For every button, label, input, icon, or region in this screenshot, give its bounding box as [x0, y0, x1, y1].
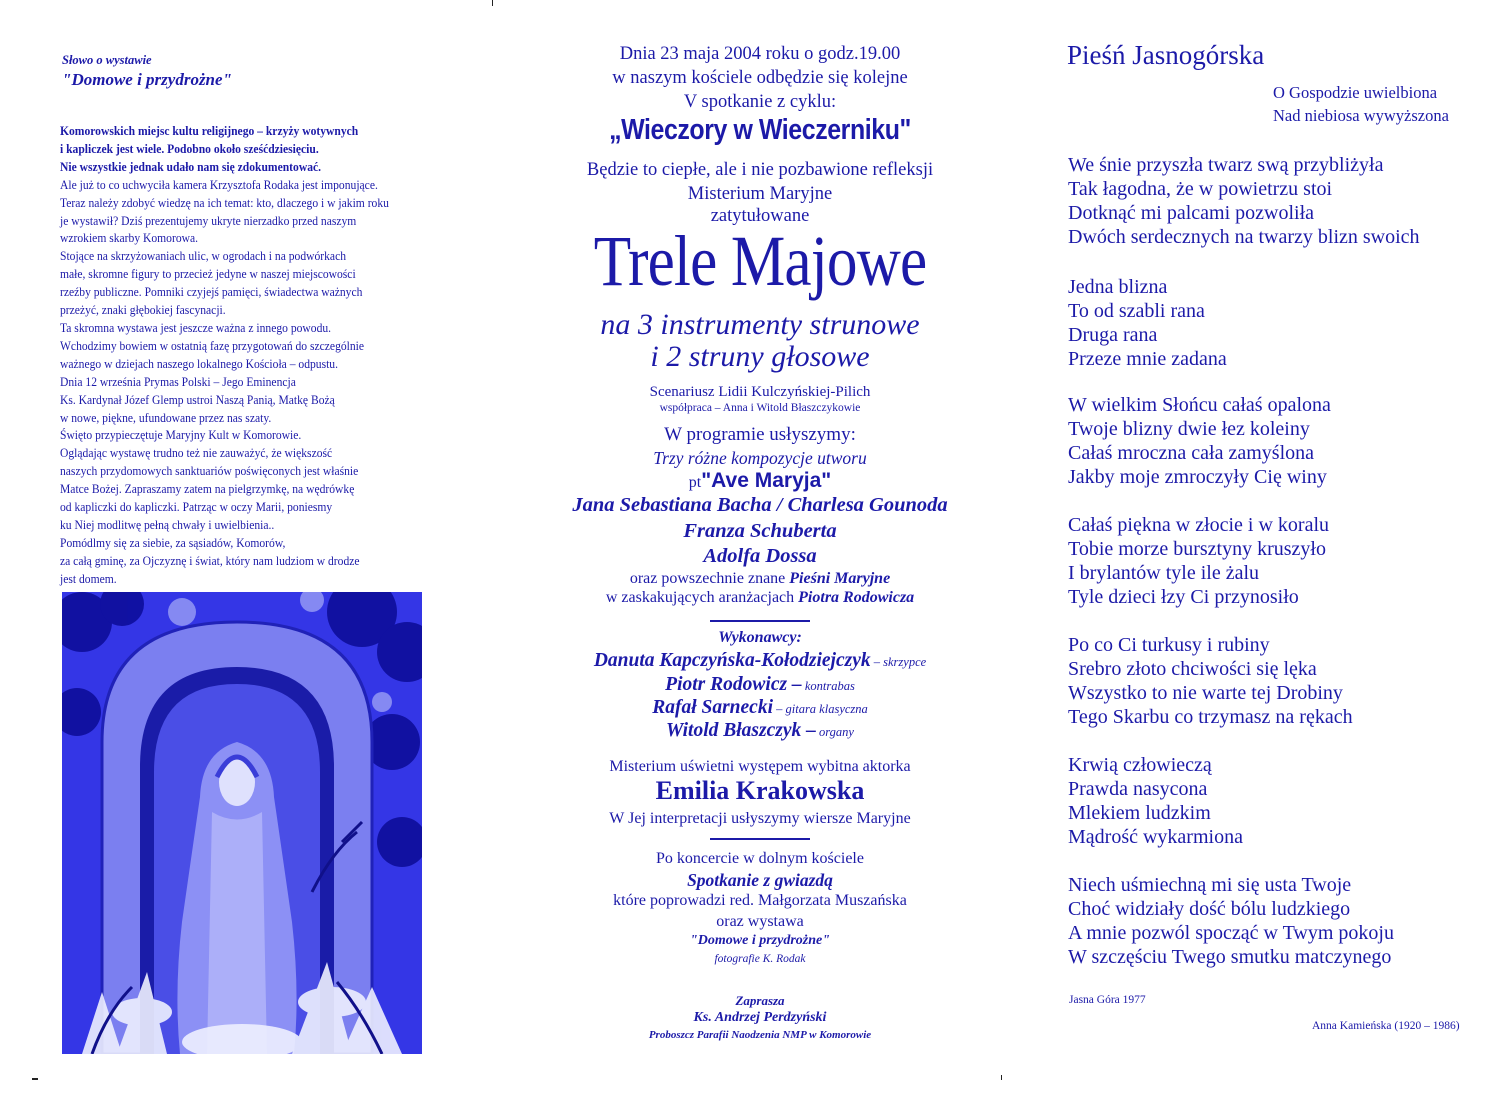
poem-stanza — [1068, 275, 1227, 371]
performers-heading: Wykonawcy: — [718, 629, 802, 646]
event-genre: Misterium Maryjne — [687, 184, 833, 204]
poem-line: Tego Skarbu co trzymasz na rękach — [1068, 706, 1353, 728]
composers-line1: Jana Sebastiana Bacha / Charlesa Gounoda — [572, 494, 948, 516]
poem-title: Pieśń Jasnogórska — [1067, 40, 1265, 70]
program-description: Trzy różne kompozycje utworu — [653, 448, 867, 468]
poem-line: Mlekiem ludzkim — [1068, 802, 1211, 824]
poem-line: Dwóch serdecznych na twarzy blizn swoich — [1068, 226, 1420, 248]
poem-line: A mnie pozwól spocząć w Twym pokoju — [1068, 922, 1394, 944]
performer-row — [530, 650, 990, 672]
after-concert-line4: oraz wystawa — [716, 913, 804, 930]
poem-line: Niech uśmiechną mi się usta Twoje — [1068, 874, 1352, 896]
exhibition-text-line: Święto przypieczętuje Maryjny Kult w Komorowie. — [60, 428, 302, 443]
guest-intro: Misterium uświetni występem wybitna aktorka — [609, 758, 911, 775]
poem-stanza — [1068, 513, 1329, 609]
exhibition-text-line: Matce Bożej. Zapraszamy zatem na pielgrzymkę, na wędrówkę — [60, 482, 355, 497]
songs-line — [530, 570, 990, 588]
scan-mark — [492, 0, 493, 6]
exhibition-text-line: Teraz należy zdobyć wiedzę na ich temat: kto, dlaczego i w jakim roku — [60, 195, 389, 210]
composers-line2: Franza Schuberta — [683, 520, 837, 542]
exhibition-text-line: naszych przydomowych sanktuariów poświęconych jest właśnie — [60, 464, 359, 479]
poem-line: Tobie morze bursztyny kruszyło — [1068, 538, 1326, 560]
poem-line: Choć widziały dość bólu ludzkiego — [1068, 898, 1351, 920]
exhibition-text-line: rzeźby publiczne. Pomniki czyjejś pamięci, świadectwa ważnych — [60, 285, 363, 300]
event-title: Trele Majowe — [593, 221, 927, 301]
exhibition-text-line: Ale już to co uchwyciła kamera Krzysztofa Rodaka jest imponujące. — [60, 177, 378, 192]
event-titled: zatytułowane — [710, 206, 810, 226]
poem-line: Twoje blizny dwie łez koleiny — [1068, 418, 1310, 440]
exhibition-name: "Domowe i przydrożne" — [690, 933, 830, 948]
event-description: Będzie to ciepłe, ale i nie pozbawione refleksji — [586, 160, 934, 180]
poem-line: Druga rana — [1068, 324, 1158, 346]
exhibition-text-line: ważnego w dziejach naszego lokalnego Kościoła – odpustu. — [60, 356, 338, 371]
songs-prefix: oraz powszechnie znane — [629, 570, 790, 587]
event-series-intro: V spotkanie z cyklu: — [683, 92, 837, 112]
performer-instrument: – skrzypce — [870, 655, 927, 669]
poem-epigraph-line1: O Gospodzie uwielbiona — [1273, 83, 1438, 102]
poem-line: Całaś piękna w złocie i w koralu — [1068, 514, 1330, 536]
poem-line: Po co Ci turkusy i rubiny — [1068, 634, 1270, 656]
event-intro: w naszym kościele odbędzie się kolejne — [612, 68, 908, 88]
exhibition-text-line: i kapliczek jest wiele. Podobno około sześćdziesięciu. — [60, 141, 319, 156]
poem-line: Wszystko to nie warte tej Drobiny — [1068, 682, 1343, 704]
exhibition-intro-label: Słowo o wystawie — [62, 53, 152, 67]
poem-place-year: Jasna Góra 1977 — [1069, 994, 1146, 1006]
poem-stanza — [1068, 393, 1331, 489]
exhibition-text — [60, 123, 410, 589]
poem-author: Anna Kamieńska (1920 – 1986) — [1312, 1020, 1460, 1032]
exhibition-text-line: je wystawił? Dziś prezentujemy ukryte nierzadko przed naszym — [60, 213, 357, 228]
performer-name: Witold Błaszczyk – — [666, 720, 816, 741]
poem-line: Całaś mroczna cała zamyślona — [1068, 442, 1314, 464]
cooperation-credit: współpraca – Anna i Witold Błaszczykowie — [659, 402, 861, 414]
meet-the-star: Spotkanie z gwiazdą — [687, 870, 833, 890]
after-concert-line1: Po koncercie w dolnym kościele — [656, 850, 864, 867]
exhibition-text-line: Komorowskich miejsc kultu religijnego – krzyży wotywnych — [60, 124, 359, 138]
performer-instrument: kontrabas — [801, 679, 855, 693]
poem-line: Dotknąć mi palcami pozwoliła — [1068, 202, 1315, 224]
event-subtitle-line1: na 3 instrumenty strunowe — [600, 308, 920, 341]
exhibition-text-line: za całą gminę, za Ojczyznę i świat, który nam ludziom w drodze — [60, 553, 360, 568]
exhibition-title: "Domowe i przydrożne" — [62, 70, 232, 89]
exhibition-text-line: Dnia 12 września Prymas Polski – Jego Eminencja — [60, 374, 296, 389]
performer-instrument: – gitara klasyczna — [773, 702, 868, 716]
performer-name: Piotr Rodowicz – — [665, 674, 802, 695]
exhibition-text-line: małe, skromne figury to przecież jedyne w naszej miejscowości — [60, 267, 356, 282]
exhibition-text-line: Ta skromna wystawa jest jeszcze ważna z innego powodu. — [60, 320, 332, 335]
poem-line: Tak łagodna, że w powietrzu stoi — [1068, 178, 1333, 200]
poem-stanza — [1068, 153, 1420, 249]
songs-name: Pieśni Maryjne — [789, 570, 891, 587]
program-intro: W programie usłyszymy: — [664, 424, 856, 445]
exhibition-text-line: Ks. Kardynał Józef Glemp ustroi Naszą Panią, Matkę Bożą — [60, 392, 335, 407]
scan-mark — [1001, 1075, 1002, 1080]
exhibition-text-line: ku Niej modlitwę pełną chwały i uwielbienia.. — [60, 517, 275, 532]
ave-prefix: pt — [688, 474, 702, 491]
event-series-name: „Wieczory w Wieczerniku" — [609, 114, 911, 146]
shrine-photo — [62, 592, 422, 1054]
guest-description: W Jej interpretacji usłyszymy wiersze Maryjne — [609, 810, 911, 827]
arranger-name: Piotra Rodowicza — [798, 589, 915, 606]
performer-row — [530, 697, 990, 719]
exhibition-text-line: Oglądając wystawę trudno też nie zauważyć, że większość — [60, 446, 333, 461]
ave-maria-line — [530, 469, 990, 493]
poem-line: We śnie przyszła twarz swą przybliżyła — [1068, 154, 1384, 176]
poem-stanza — [1068, 873, 1394, 969]
poem-line: Krwią człowieczą — [1068, 754, 1212, 776]
divider — [710, 838, 810, 840]
poem-line: W wielkim Słońcu całaś opalona — [1068, 394, 1331, 416]
poem-line: Tyle dzieci łzy Ci przynosiło — [1068, 586, 1299, 608]
exhibition-text-line: wzrokiem skarby Komorowa. — [60, 231, 199, 246]
poem-line: Srebro złoto chciwości się lęka — [1068, 658, 1317, 680]
invite-label: Zaprasza — [735, 993, 785, 1008]
invite-priest: Ks. Andrzej Perdzyński — [693, 1010, 827, 1025]
poem-epigraph-line2: Nad niebiosa wywyższona — [1273, 106, 1449, 125]
performer-name: Danuta Kapczyńska-Kołodziejczyk — [593, 650, 871, 671]
after-concert-line3: które poprowadzi red. Małgorzata Muszańska — [613, 892, 907, 909]
poem-line: To od szabli rana — [1068, 300, 1205, 322]
exhibition-text-line: Pomódlmy się za siebie, za sąsiadów, Komorów, — [60, 535, 286, 550]
ave-title: "Ave Maryja" — [701, 469, 832, 492]
madonna-shrine-image — [62, 592, 422, 1054]
divider — [710, 620, 810, 622]
guest-name: Emilia Krakowska — [655, 776, 865, 805]
poem-stanza — [1068, 753, 1243, 849]
exhibition-text-line: jest domem. — [60, 571, 117, 586]
scan-mark — [32, 1078, 38, 1080]
poem-line: Jakby moje zmroczyły Cię winy — [1068, 466, 1327, 488]
script-credit: Scenariusz Lidii Kulczyńskiej-Pilich — [649, 384, 871, 400]
poem-line: I brylantów tyle ile żalu — [1068, 562, 1260, 584]
performer-row — [530, 720, 990, 742]
composers-line3: Adolfa Dossa — [703, 545, 817, 567]
exhibition-text-line: w nowe, piękne, ufundowane przez nas szaty. — [60, 410, 272, 425]
exhibition-text-line: od kapliczki do kapliczki. Patrząc w oczy Marii, poniesmy — [60, 500, 333, 515]
event-date: Dnia 23 maja 2004 roku o godz.19.00 — [619, 44, 901, 64]
photo-credit: fotografie K. Rodak — [714, 953, 806, 965]
exhibition-text-line: Wchodzimy bowiem w ostatnią fazę przygotowań do szczególnie — [60, 338, 365, 353]
poem-line: Mądrość wykarmiona — [1068, 826, 1243, 848]
arrangements-line — [530, 589, 990, 607]
arrangements-prefix: w zaskakujących aranżacjach — [605, 589, 799, 606]
event-subtitle-line2: i 2 struny głosowe — [650, 340, 870, 373]
performer-row — [530, 674, 990, 696]
poem-line: Jedna blizna — [1068, 276, 1168, 298]
poem-line: Prawda nasycona — [1068, 778, 1208, 800]
exhibition-text-line: przeżyć, znaki głębokiej fascynacji. — [60, 303, 226, 318]
poem-line: Przeze mnie zadana — [1068, 348, 1227, 370]
exhibition-text-line: Nie wszystkie jednak udało nam się zdokumentować. — [60, 159, 322, 174]
poem-line: W szczęściu Twego smutku matczynego — [1068, 946, 1392, 968]
poem-stanza — [1068, 633, 1353, 729]
performer-instrument: organy — [815, 725, 854, 739]
exhibition-text-line: Stojące na skrzyżowaniach ulic, w ogrodach i na podwórkach — [60, 249, 347, 264]
performer-name: Rafał Sarnecki — [652, 697, 773, 718]
invite-parish: Proboszcz Parafii Naodzenia NMP w Komorowie — [648, 1029, 872, 1041]
